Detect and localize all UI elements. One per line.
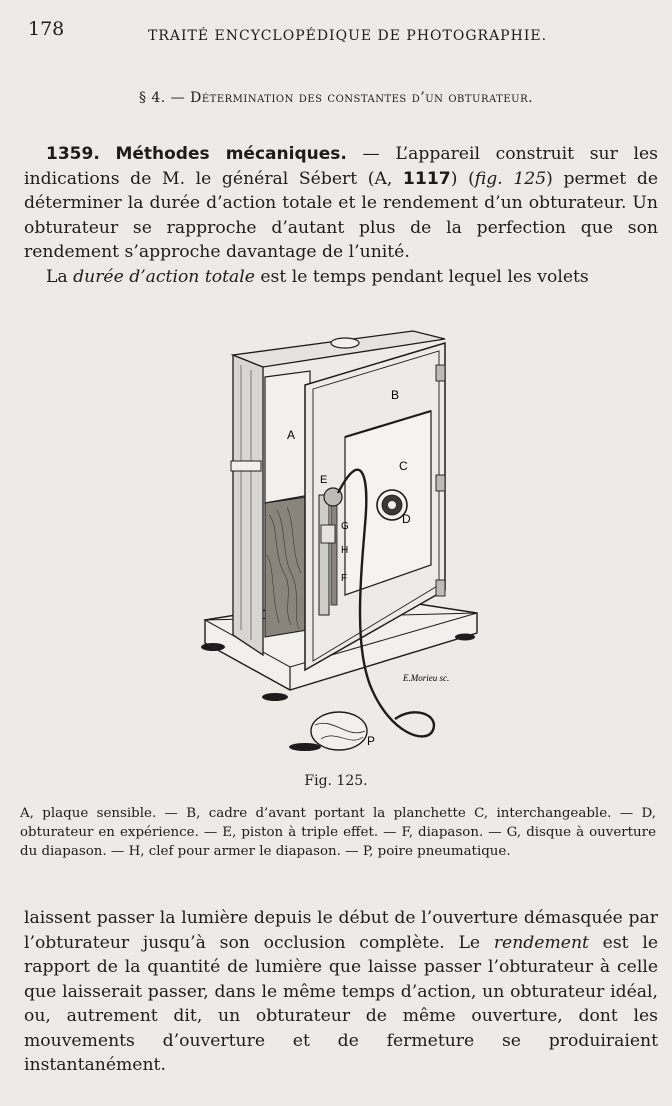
paragraph-text: ) ( bbox=[450, 168, 475, 189]
figure-legend: A, plaque sensible. — B, cadre d’avant portant la planchette C, interchangeable. — D, obturateur en expérience. — E, piston à triple effet. — F, diapason. — G, disque à ouverture du diapason. — H, clef pour armer le diapason. — P, poire pneumatique. bbox=[20, 806, 656, 859]
engraver-signature: E.Morieu sc. bbox=[403, 673, 450, 683]
label-a: A bbox=[287, 428, 296, 442]
paragraph-continuation bbox=[24, 906, 658, 1078]
paragraph-text: La bbox=[46, 266, 74, 287]
label-g: G bbox=[341, 521, 349, 532]
sebert-apparatus-illustration bbox=[195, 325, 495, 760]
label-p: P bbox=[367, 734, 376, 748]
cross-reference: 1117 bbox=[402, 168, 451, 189]
label-h: H bbox=[341, 545, 349, 556]
page-number: 178 bbox=[28, 18, 65, 40]
paragraph-text: — L’appareil construit sur les indications de M. le général Sébert (A, bbox=[24, 144, 658, 189]
label-f: F bbox=[341, 573, 348, 584]
paragraph-text: est le temps pendant lequel les volets bbox=[254, 266, 589, 287]
paragraph-text: laissent passer la lumière depuis le début de l’ouverture démasquée par l’obturateur jusqu’à son occlusion complète. Le bbox=[24, 908, 658, 953]
running-head bbox=[28, 18, 644, 48]
label-b: B bbox=[391, 388, 400, 402]
figure-reference: fig. 125 bbox=[474, 168, 547, 189]
body-text-bottom bbox=[24, 906, 658, 1078]
body-text-top bbox=[24, 142, 658, 289]
paragraph-title: Méthodes mécaniques. bbox=[115, 144, 347, 164]
paragraph-1359 bbox=[24, 142, 658, 265]
label-e: E bbox=[320, 474, 328, 486]
paragraph-text: ) permet de déterminer la durée d’action totale et le rendement d’un obturateur. Un obturateur se rapproche d’autant plus de la perfection que son rendement s’approche davantage de l’unité. bbox=[24, 168, 658, 262]
label-d: D bbox=[402, 512, 411, 526]
figure-engraving bbox=[195, 325, 495, 760]
section-heading: § 4. — Détermination des constantes d’un obturateur. bbox=[138, 90, 534, 106]
book-title: TRAITÉ ENCYCLOPÉDIQUE DE PHOTOGRAPHIE. bbox=[148, 28, 548, 44]
italic-term: durée d’action totale bbox=[73, 266, 255, 287]
label-c: C bbox=[399, 459, 408, 473]
paragraph-text: est le rapport de la quantité de lumière que laisse passer l’obturateur à celle que laisserait passer, dans le même temps d’action, un obturateur idéal, ou, autrement dit, un obturateur de même ouverture, dont les mouvements d’ouverture et de fermeture se produiraient instantanément. bbox=[24, 932, 658, 1075]
figure-caption: Fig. 125. bbox=[304, 773, 368, 789]
paragraph-number: 1359. bbox=[46, 144, 100, 164]
italic-term: rendement bbox=[493, 932, 589, 953]
paragraph-duration bbox=[24, 265, 658, 290]
